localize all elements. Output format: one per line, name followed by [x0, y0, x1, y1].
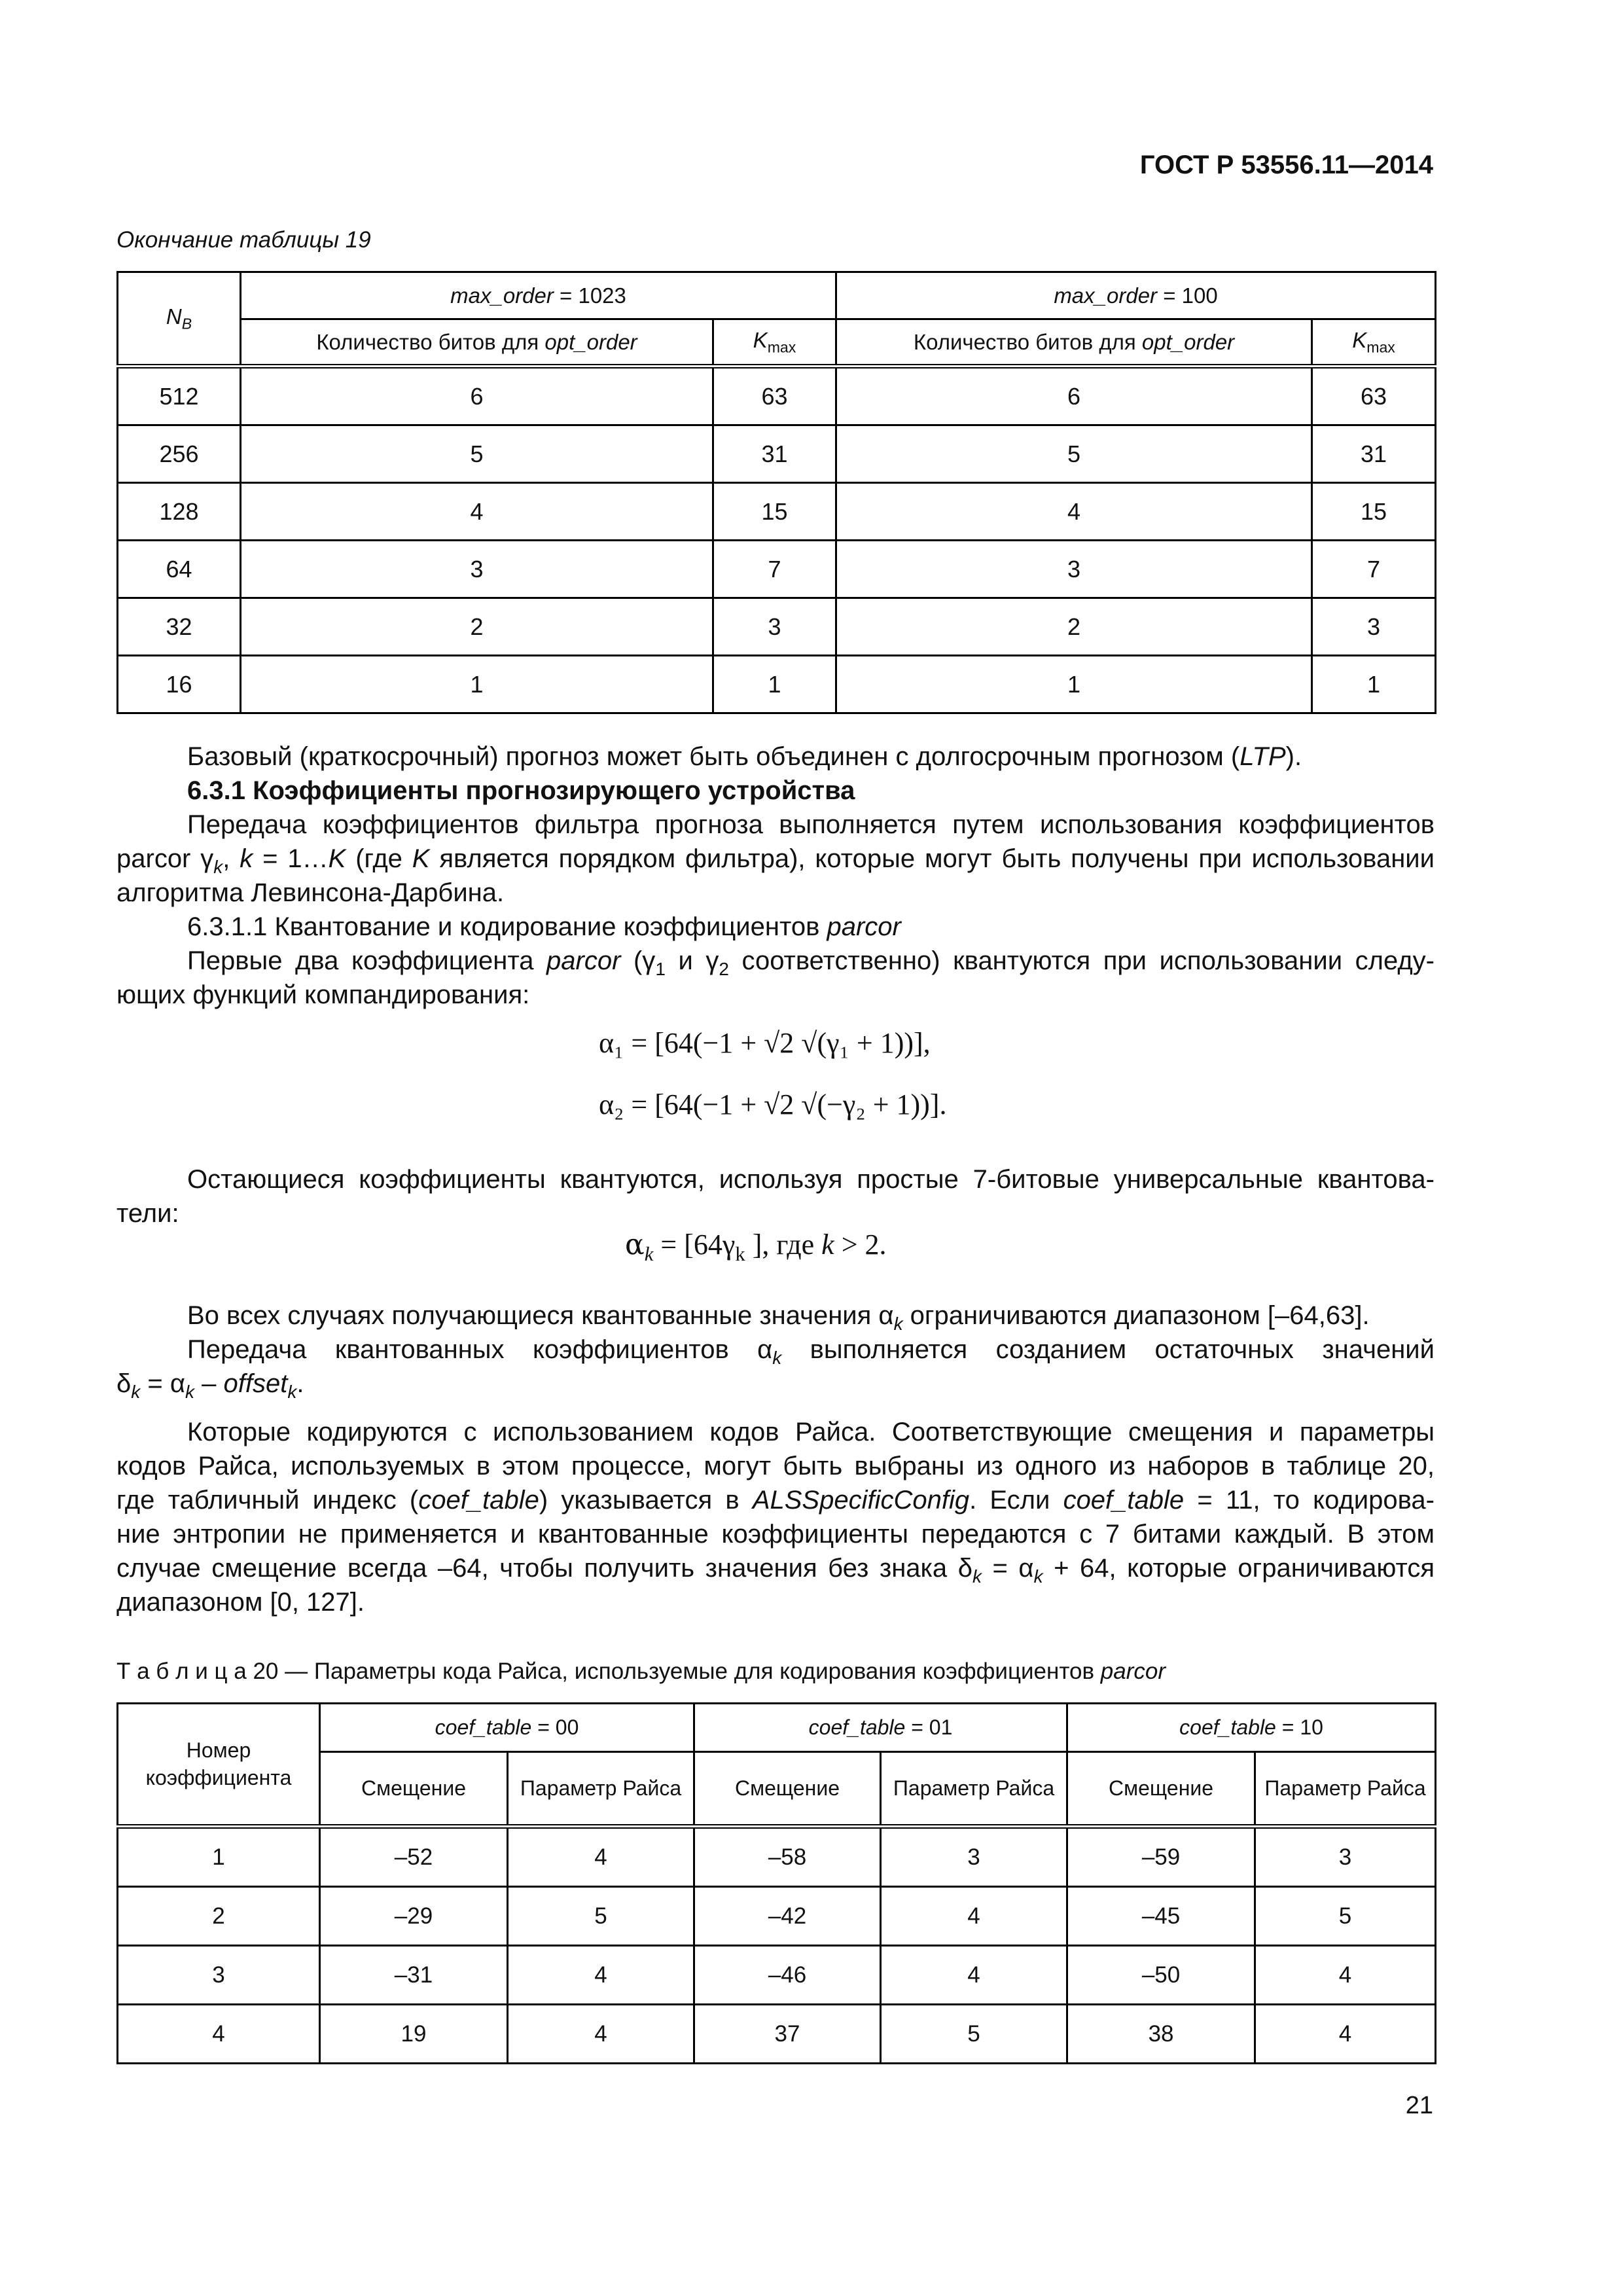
table-row: 32 2 3 2 3: [118, 598, 1436, 656]
table-row: 2 –29 5 –42 4 –45 5: [118, 1887, 1436, 1946]
table-row: 3 –31 4 –46 4 –50 4: [118, 1946, 1436, 2005]
coef-number-header: Номер коэффициента: [118, 1704, 320, 1827]
paragraph-line: parcor $\gamma_k$, k = 1…K (где K является порядком фильтра), которые могут быть получены при использовании: [116, 844, 1435, 877]
paragraph-line: тели:: [116, 1199, 179, 1228]
bits-header: Количество битов для opt_order: [241, 319, 713, 367]
group-header: coef_table = 10: [1067, 1704, 1436, 1752]
paragraph-line: Передача квантованных коэффициентов $\alpha_k$ выполняется созданием остаточных значений: [187, 1335, 1435, 1368]
paragraph-line: случае смещение всегда –64, чтобы получить значения без знака $\delta_k = \alpha_k + 64$, которые ограничиваются: [116, 1554, 1435, 1587]
rice-header: Параметр Райса: [1255, 1752, 1436, 1827]
group-header: coef_table = 00: [320, 1704, 694, 1752]
standard-number: ГОСТ Р 53556.11—2014: [1139, 151, 1433, 179]
rice-header: Параметр Райса: [508, 1752, 694, 1827]
group-header: max_order = 1023: [241, 272, 836, 319]
paragraph-line: Передача коэффициентов фильтра прогноза выполняется путем использования коэффициентов: [187, 810, 1435, 839]
group-header: coef_table = 01: [694, 1704, 1067, 1752]
paragraph-line: ющих функций компандирования:: [116, 980, 530, 1009]
nb-header: $N_B$: [118, 272, 241, 367]
table-20: [116, 1702, 1436, 2064]
paragraph-ltp: Базовый (краткосрочный) прогноз может быть объединен с долгосрочным прогнозом (LTP).: [187, 742, 1302, 771]
paragraph-line: алгоритма Левинсона-Дарбина.: [116, 878, 505, 907]
table-row: 64 3 7 3 7: [118, 541, 1436, 598]
table-row: 1 –52 4 –58 3 –59 3: [118, 1827, 1436, 1887]
subsection-heading-6-3-1-1: 6.3.1.1 Квантование и кодирование коэффициентов parcor: [187, 912, 901, 941]
formula-alpha2: α₂ = [64(−1 + √2 √(−γ₂ + 1))].: [599, 1088, 947, 1121]
kmax-header: $K_{max}$: [1312, 319, 1436, 367]
table-row: 128 4 15 4 15: [118, 483, 1436, 541]
kmax-header: $K_{max}$: [713, 319, 836, 367]
table-19: [116, 271, 1436, 714]
bits-header: Количество битов для opt_order: [836, 319, 1312, 367]
table-20-caption: Т а б л и ц а 20 — Параметры кода Райса, используемые для кодирования коэффициентов parcor: [116, 1659, 1166, 1684]
paragraph-line: где табличный индекс (coef_table) указывается в ALSSpecificConfig. Если coef_table = 11, то кодирова-: [116, 1486, 1435, 1515]
formula-alphak: $\alpha_k = [64\gamma_k$ ], где k > 2.: [625, 1228, 887, 1265]
offset-header: Смещение: [320, 1752, 508, 1827]
offset-header: Смещение: [1067, 1752, 1255, 1827]
paragraph-line: Остающиеся коэффициенты квантуются, используя простые 7-битовые универсальные квантова-: [187, 1165, 1435, 1194]
page-number: 21: [1405, 2092, 1433, 2119]
paragraph-line: диапазоном [0, 127].: [116, 1588, 365, 1617]
offset-header: Смещение: [694, 1752, 881, 1827]
rice-header: Параметр Райса: [881, 1752, 1067, 1827]
paragraph-range: Во всех случаях получающиеся квантованные значения $\alpha_k$ ограничиваются диапазоном [–64,63].: [187, 1301, 1370, 1334]
paragraph-line: Первые два коэффициента parcor ($\gamma_1$ и $\gamma_2$ соответственно) квантуются при использовании следу-: [187, 946, 1435, 979]
table-row: 16 1 1 1 1: [118, 656, 1436, 713]
paragraph-line: Которые кодируются с использованием кодов Райса. Соответствующие смещения и параметры: [187, 1418, 1435, 1446]
table-continuation-label: Окончание таблицы 19: [116, 227, 371, 253]
paragraph-line: $\delta_k = \alpha_k$ – offset$_k$.: [116, 1369, 304, 1402]
section-heading-6-3-1: 6.3.1 Коэффициенты прогнозирующего устройства: [187, 776, 855, 805]
group-header: max_order = 100: [836, 272, 1436, 319]
paragraph-line: кодов Райса, используемых в этом процессе, могут быть выбраны из одного из наборов в таблице 20,: [116, 1452, 1435, 1480]
paragraph-line: ние энтропии не применяется и квантованные коэффициенты передаются с 7 битами каждый. В этом: [116, 1520, 1435, 1549]
table-row: 512 6 63 6 63: [118, 367, 1436, 425]
table-row: 256 5 31 5 31: [118, 425, 1436, 483]
table-row: 4 19 4 37 5 38 4: [118, 2005, 1436, 2064]
formula-alpha1: α₁ = [64(−1 + √2 √(γ₁ + 1))],: [599, 1027, 931, 1059]
